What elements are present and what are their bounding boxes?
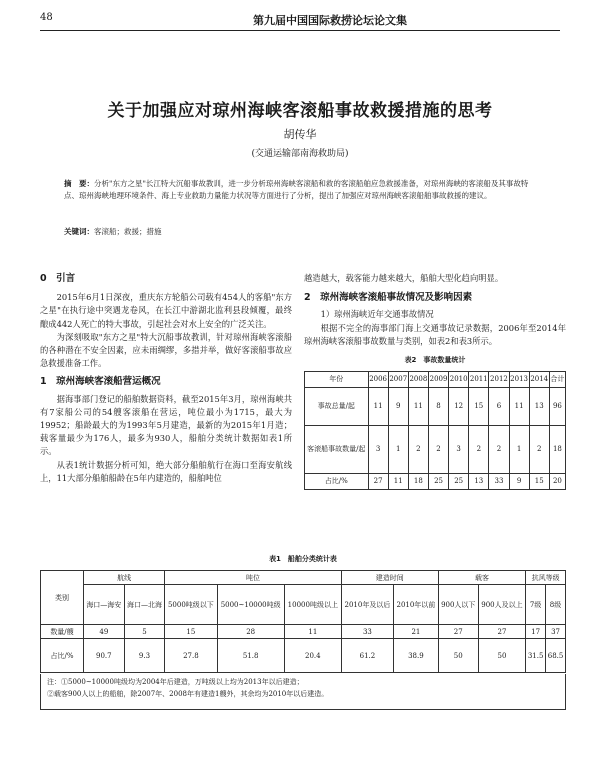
table-cell: 33 <box>341 625 393 639</box>
table-cell: 客滚船事故数量/起 <box>305 426 369 474</box>
left-column <box>40 272 292 485</box>
table-1-note-2: ②载客900人以上的船舶，除2007年、2008年有建造1艘外，其余均为2010年以后建造。 <box>47 690 329 698</box>
table-cell: 15 <box>469 388 489 426</box>
table-cell: 9 <box>509 474 529 490</box>
table-cell: 50 <box>438 639 478 673</box>
table-header-cell: 7级 <box>526 585 546 625</box>
table-header-cell: 年份 <box>305 372 369 388</box>
table-header-cell: 2014 <box>529 372 549 388</box>
abstract-text: 分析"东方之星"长江特大沉船事故教训，进一步分析琼州海峡客滚船和救的客滚船舶应急救援准备，对琼州海峡的客滚船及其事故特点、琼州海峡地理环境条件、海上专业救助力量能力状况等方面进行了分析，提出了加强应对琼州海峡客滚船舶事故救援的建议。 <box>64 179 529 200</box>
table-cell: 25 <box>449 474 469 490</box>
table-header-cell: 2012 <box>489 372 509 388</box>
table-row <box>305 388 566 426</box>
table-cell: 25 <box>428 474 448 490</box>
table-cell: 15 <box>165 625 217 639</box>
table-header-cell: 900人以下 <box>438 585 478 625</box>
table-cell: 2 <box>428 426 448 474</box>
table-cell: 3 <box>449 426 469 474</box>
table-cell: 事故总量/起 <box>305 388 369 426</box>
table-header-cell: 8级 <box>546 585 566 625</box>
table-row <box>305 474 566 490</box>
table-cell: 18 <box>408 474 428 490</box>
table-cell: 1 <box>509 426 529 474</box>
table-header-cell: 2006 <box>368 372 388 388</box>
table-cell: 3 <box>368 426 388 474</box>
table-cell: 11 <box>284 625 341 639</box>
count-label: 数量/艘 <box>41 625 84 639</box>
table-cell: 21 <box>394 625 439 639</box>
table-header-cell: 2013 <box>509 372 529 388</box>
grade-group-header: 抗风等级 <box>526 571 566 585</box>
table-header-cell: 10000吨级以上 <box>284 585 341 625</box>
tonnage-group-header: 吨位 <box>165 571 342 585</box>
table-2-caption: 表2 事故数量统计 <box>404 356 466 365</box>
table-cell: 9 <box>388 388 408 426</box>
table-cell: 11 <box>408 388 428 426</box>
table-cell: 61.2 <box>341 639 393 673</box>
table-cell: 31.5 <box>526 639 546 673</box>
abstract <box>64 178 540 202</box>
page-number: 48 <box>40 12 53 23</box>
table-1-notes <box>40 674 566 710</box>
table-row <box>305 426 566 474</box>
table-cell: 13 <box>529 388 549 426</box>
section-2-title: 2 琼州海峡客滚船事故情况及影响因素 <box>304 292 473 304</box>
table-cell: 占比/% <box>305 474 369 490</box>
build-group-header: 建造时间 <box>341 571 438 585</box>
table-header-cell: 2009 <box>428 372 448 388</box>
capacity-group-header: 载客 <box>438 571 525 585</box>
table-cell: 12 <box>449 388 469 426</box>
table-2-header-row <box>305 372 566 388</box>
table-cell: 20 <box>549 474 565 490</box>
keywords-text: 客滚船；救援；措施 <box>94 227 162 236</box>
table-cell: 2 <box>489 426 509 474</box>
table-cell: 15 <box>529 474 549 490</box>
table-header-cell: 5000~10000吨级 <box>217 585 284 625</box>
table-2 <box>304 371 566 490</box>
section-1-paragraph-1: 据海事部门登记的船舶数据资料，截至2015年3月，琼州海峡共有7家船公司的54艘客滚船在营运，吨位最小为1715，最大为19952；船龄最大的为1993年5月建造，最新的为2015年1月造；载客量最少为176人，最多为930人，船舶分类统计数据如表1所示。 <box>40 393 292 457</box>
running-header: 第九届中国国际救捞论坛论文集 <box>253 14 407 27</box>
pct-label: 占比/% <box>41 639 84 673</box>
table-cell: 20.4 <box>284 639 341 673</box>
section-0-title: 0 引言 <box>40 273 76 284</box>
table-cell: 2 <box>469 426 489 474</box>
article-author: 胡传华 <box>283 128 317 141</box>
table-cell: 27 <box>368 474 388 490</box>
table-cell: 90.7 <box>84 639 125 673</box>
table-cell: 2 <box>408 426 428 474</box>
table-cell: 96 <box>549 388 565 426</box>
category-header: 类别 <box>41 571 84 625</box>
intro-paragraph-2: 为深刻吸取"东方之星"特大沉船事故教训，针对琼州海峡客滚船的各种潜在不安全因素，应未雨绸缪，多措并举，做好客滚船事故应急救援准备工作。 <box>40 331 292 369</box>
table-header-cell: 海口—海安 <box>84 585 125 625</box>
table-header-cell: 合计 <box>549 372 565 388</box>
table-cell: 13 <box>469 474 489 490</box>
table-cell: 33 <box>489 474 509 490</box>
table-header-cell: 2008 <box>408 372 428 388</box>
section-2-paragraph-1: 根据不完全的海事部门海上交通事故记录数据，2006年至2014年琼州海峡客滚船事故数量与类别，如表2和表3所示。 <box>304 322 566 346</box>
table-1-note-1: 注：①5000~10000吨级均为2004年后建造，万吨级以上均为2013年以后建造； <box>47 678 304 686</box>
table-header-cell: 海口—北海 <box>124 585 165 625</box>
table-cell: 28 <box>217 625 284 639</box>
header-rule <box>40 30 560 31</box>
table-cell: 51.8 <box>217 639 284 673</box>
table-cell: 1 <box>388 426 408 474</box>
table-cell: 17 <box>526 625 546 639</box>
table-cell: 2 <box>529 426 549 474</box>
table-cell: 9.3 <box>124 639 165 673</box>
table-header-cell: 2010年以前 <box>394 585 439 625</box>
subsection-1-title: 1）琼州海峡近年交通事故情况 <box>320 309 434 320</box>
section-1-title: 1 琼州海峡客滚船营运概况 <box>40 376 161 388</box>
article-title: 关于加强应对琼州海峡客滚船事故救援措施的思考 <box>107 101 493 121</box>
intro-paragraph-1: 2015年6月1日深夜，重庆东方轮船公司载有454人的客船"东方之星"在执行途中突遇龙卷风，在长江中游湖北监利县段倾覆，最终酿成442人死亡的特大事故，引起社会对水上安全的广泛关注。 <box>40 292 292 329</box>
keywords <box>64 226 540 237</box>
table-cell: 11 <box>368 388 388 426</box>
right-column <box>304 272 566 490</box>
table-cell: 37 <box>546 625 566 639</box>
table-cell: 27.8 <box>165 639 217 673</box>
table-cell: 27 <box>438 625 478 639</box>
table-header-cell: 2010 <box>449 372 469 388</box>
table-cell: 50 <box>478 639 525 673</box>
table-cell: 11 <box>509 388 529 426</box>
table-cell: 27 <box>478 625 525 639</box>
table-cell: 6 <box>489 388 509 426</box>
right-continuation: 越造越大，载客能力越来越大，船舶大型化趋向明显。 <box>304 273 504 283</box>
table-cell: 49 <box>84 625 125 639</box>
article-affiliation: (交通运输部南海救助局) <box>251 149 349 159</box>
keywords-label: 关键词： <box>64 227 94 236</box>
table-cell: 5 <box>124 625 165 639</box>
table-cell: 11 <box>388 474 408 490</box>
table-header-cell: 900人及以上 <box>478 585 525 625</box>
table-header-cell: 2010年及以后 <box>341 585 393 625</box>
table-cell: 18 <box>549 426 565 474</box>
table-header-cell: 5000吨级以下 <box>165 585 217 625</box>
section-1-paragraph-2: 从表1统计数据分析可知，绝大部分船舶航行在海口至海安航线上，11大部分船舶船龄在5年内建造的，船舶吨位 <box>40 459 292 483</box>
table-header-cell: 2007 <box>388 372 408 388</box>
table-cell: 68.5 <box>546 639 566 673</box>
route-group-header: 航线 <box>84 571 165 585</box>
abstract-label: 摘 要： <box>64 179 94 188</box>
table-1-caption: 表1 船舶分类统计表 <box>269 555 337 563</box>
table-cell: 8 <box>428 388 448 426</box>
table-header-cell: 2011 <box>469 372 489 388</box>
table-1 <box>40 570 566 673</box>
table-cell: 38.9 <box>394 639 439 673</box>
